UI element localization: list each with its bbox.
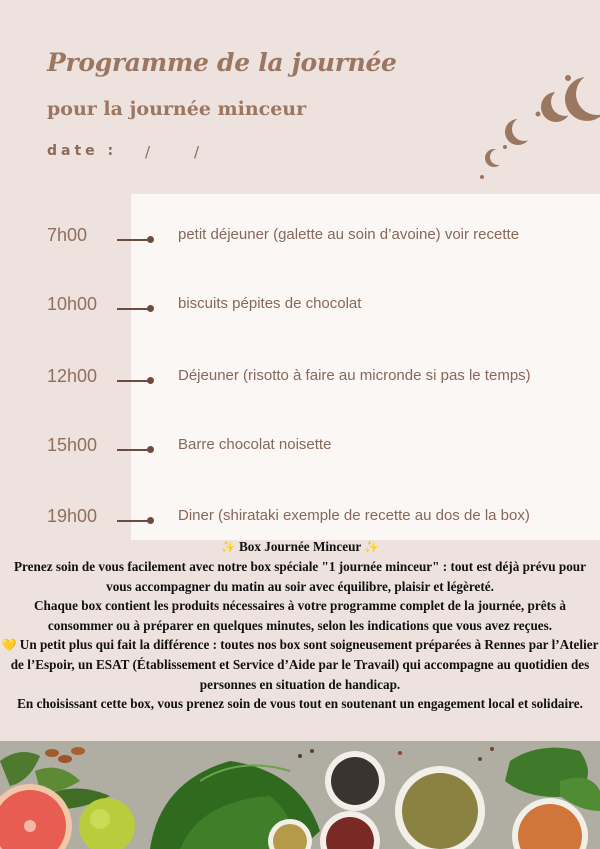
page-title: Programme de la journée: [47, 48, 397, 77]
info-heading-text: Box Journée Minceur: [238, 539, 362, 554]
schedule-time: 15h00: [47, 435, 98, 455]
info-paragraph: [0, 635, 600, 694]
schedule-row: [0, 433, 600, 463]
sparkle-icon: ✨: [220, 540, 236, 554]
timeline-dot: [147, 517, 154, 524]
schedule-row: [0, 364, 600, 394]
date-separator: /: [145, 143, 151, 161]
info-block: [0, 537, 600, 714]
date-separator: /: [194, 143, 200, 161]
sparkle-icon: ✨: [364, 540, 380, 554]
schedule-time: 10h00: [47, 294, 98, 314]
timeline-dot: [147, 377, 154, 384]
schedule-description: Barre chocolat noisette: [178, 436, 332, 453]
info-paragraph: Prenez soin de vous facilement avec notre box spéciale "1 journée minceur" : tout est déjà prévu pour vous accompagner du matin au soir avec équilibre, plaisir et légèreté.: [14, 559, 586, 594]
timeline-dot: [147, 446, 154, 453]
page-subtitle: pour la journée minceur: [47, 98, 307, 120]
schedule-description: biscuits pépites de chocolat: [178, 295, 362, 312]
schedule-time: 19h00: [47, 506, 98, 526]
moon-phases-icon: [470, 70, 600, 190]
schedule-description: Diner (shirataki exemple de recette au dos de la box): [178, 507, 530, 524]
schedule-description: Déjeuner (risotto à faire au micronde si pas le temps): [178, 367, 531, 384]
info-heading: [0, 537, 600, 557]
schedule-description: petit déjeuner (galette au soin d’avoine) voir recette: [178, 226, 520, 243]
schedule-row: [0, 292, 600, 322]
info-paragraph-text: Un petit plus qui fait la différence : toutes nos box sont soigneusement préparées à Rennes par l’Atelier de l’Espoir, un ESAT (Établissement et Service d’Aide par le Travail) qui accompagne au quotidien des personnes en situation de handicap.: [10, 637, 599, 692]
schedule-row: [0, 504, 600, 534]
schedule-time: 12h00: [47, 366, 98, 386]
date-label: date :: [47, 143, 118, 159]
info-paragraph: En choisissant cette box, vous prenez soin de vous tout en soutenant un engagement local et solidaire.: [17, 696, 583, 712]
heart-icon: 💛: [1, 638, 17, 653]
info-paragraph: Chaque box contient les produits nécessaires à votre programme complet de la journée, prêts à consommer ou à préparer en quelques minutes, selon les indications que vous avez reçues.: [34, 598, 566, 633]
timeline-dot: [147, 236, 154, 243]
schedule-time: 7h00: [47, 225, 88, 245]
food-photo: [0, 741, 600, 849]
schedule-row: [0, 223, 600, 253]
timeline-dot: [147, 305, 154, 312]
